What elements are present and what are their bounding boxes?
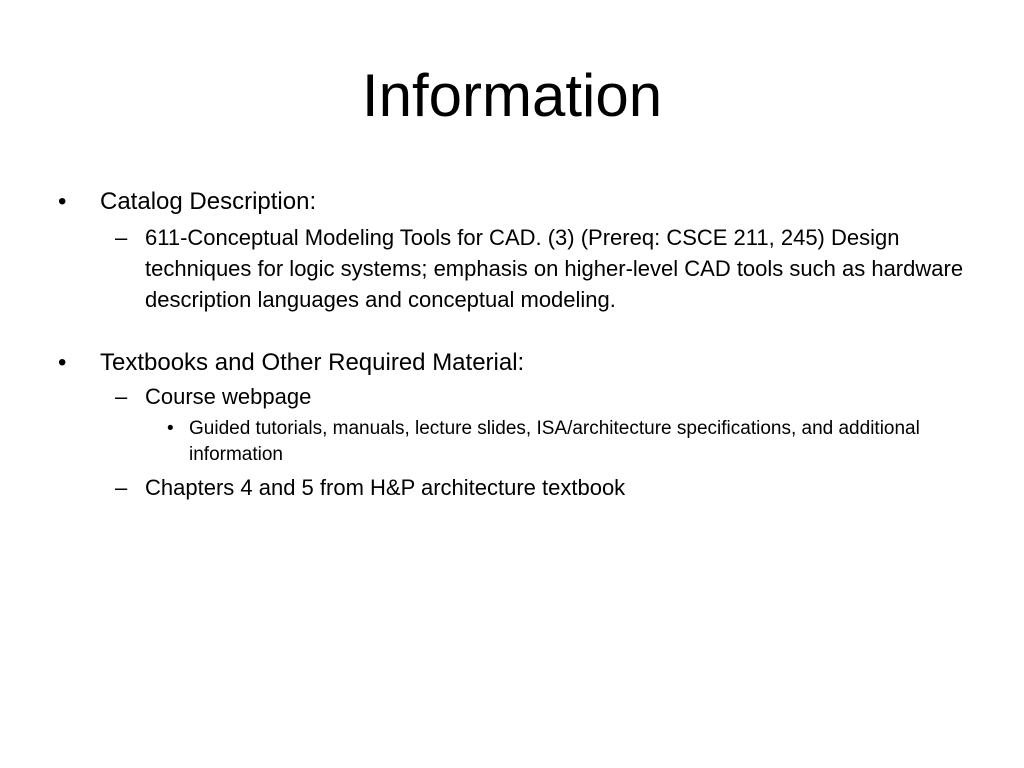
bullet-catalog-description [55,186,985,218]
sub-bullet-text: 611-Conceptual Modeling Tools for CAD. (3) (Prereq: CSCE 211, 245) Design techniques for logic systems; emphasis on higher-level CAD tools such as hardware description languages and conceptual modeling. [145,225,964,312]
sub-bullet-text: Course webpage [145,384,312,409]
slide-body [55,186,985,503]
bullet-text: Textbooks and Other Required Material: [100,349,525,376]
sub-bullet-course-webpage [55,381,985,412]
sub-bullet-chapters [55,472,985,503]
dash-marker: – [115,384,128,409]
bullet-marker: • [58,349,67,376]
dash-marker: – [115,225,128,250]
sub-bullet-text: Chapters 4 and 5 from H&P architecture textbook [145,475,626,500]
sub-bullet-course-description [55,222,985,315]
bullet-marker: • [58,188,67,215]
bullet-textbooks [55,347,985,379]
small-bullet-marker: • [167,418,174,439]
dash-marker: – [115,475,128,500]
bullet-text: Catalog Description: [100,188,317,215]
sub-sub-bullet-tutorials [55,416,985,468]
sub-sub-bullet-text: Guided tutorials, manuals, lecture slides, ISA/architecture specifications, and additional information [189,418,920,465]
slide-title: Information [361,62,663,129]
